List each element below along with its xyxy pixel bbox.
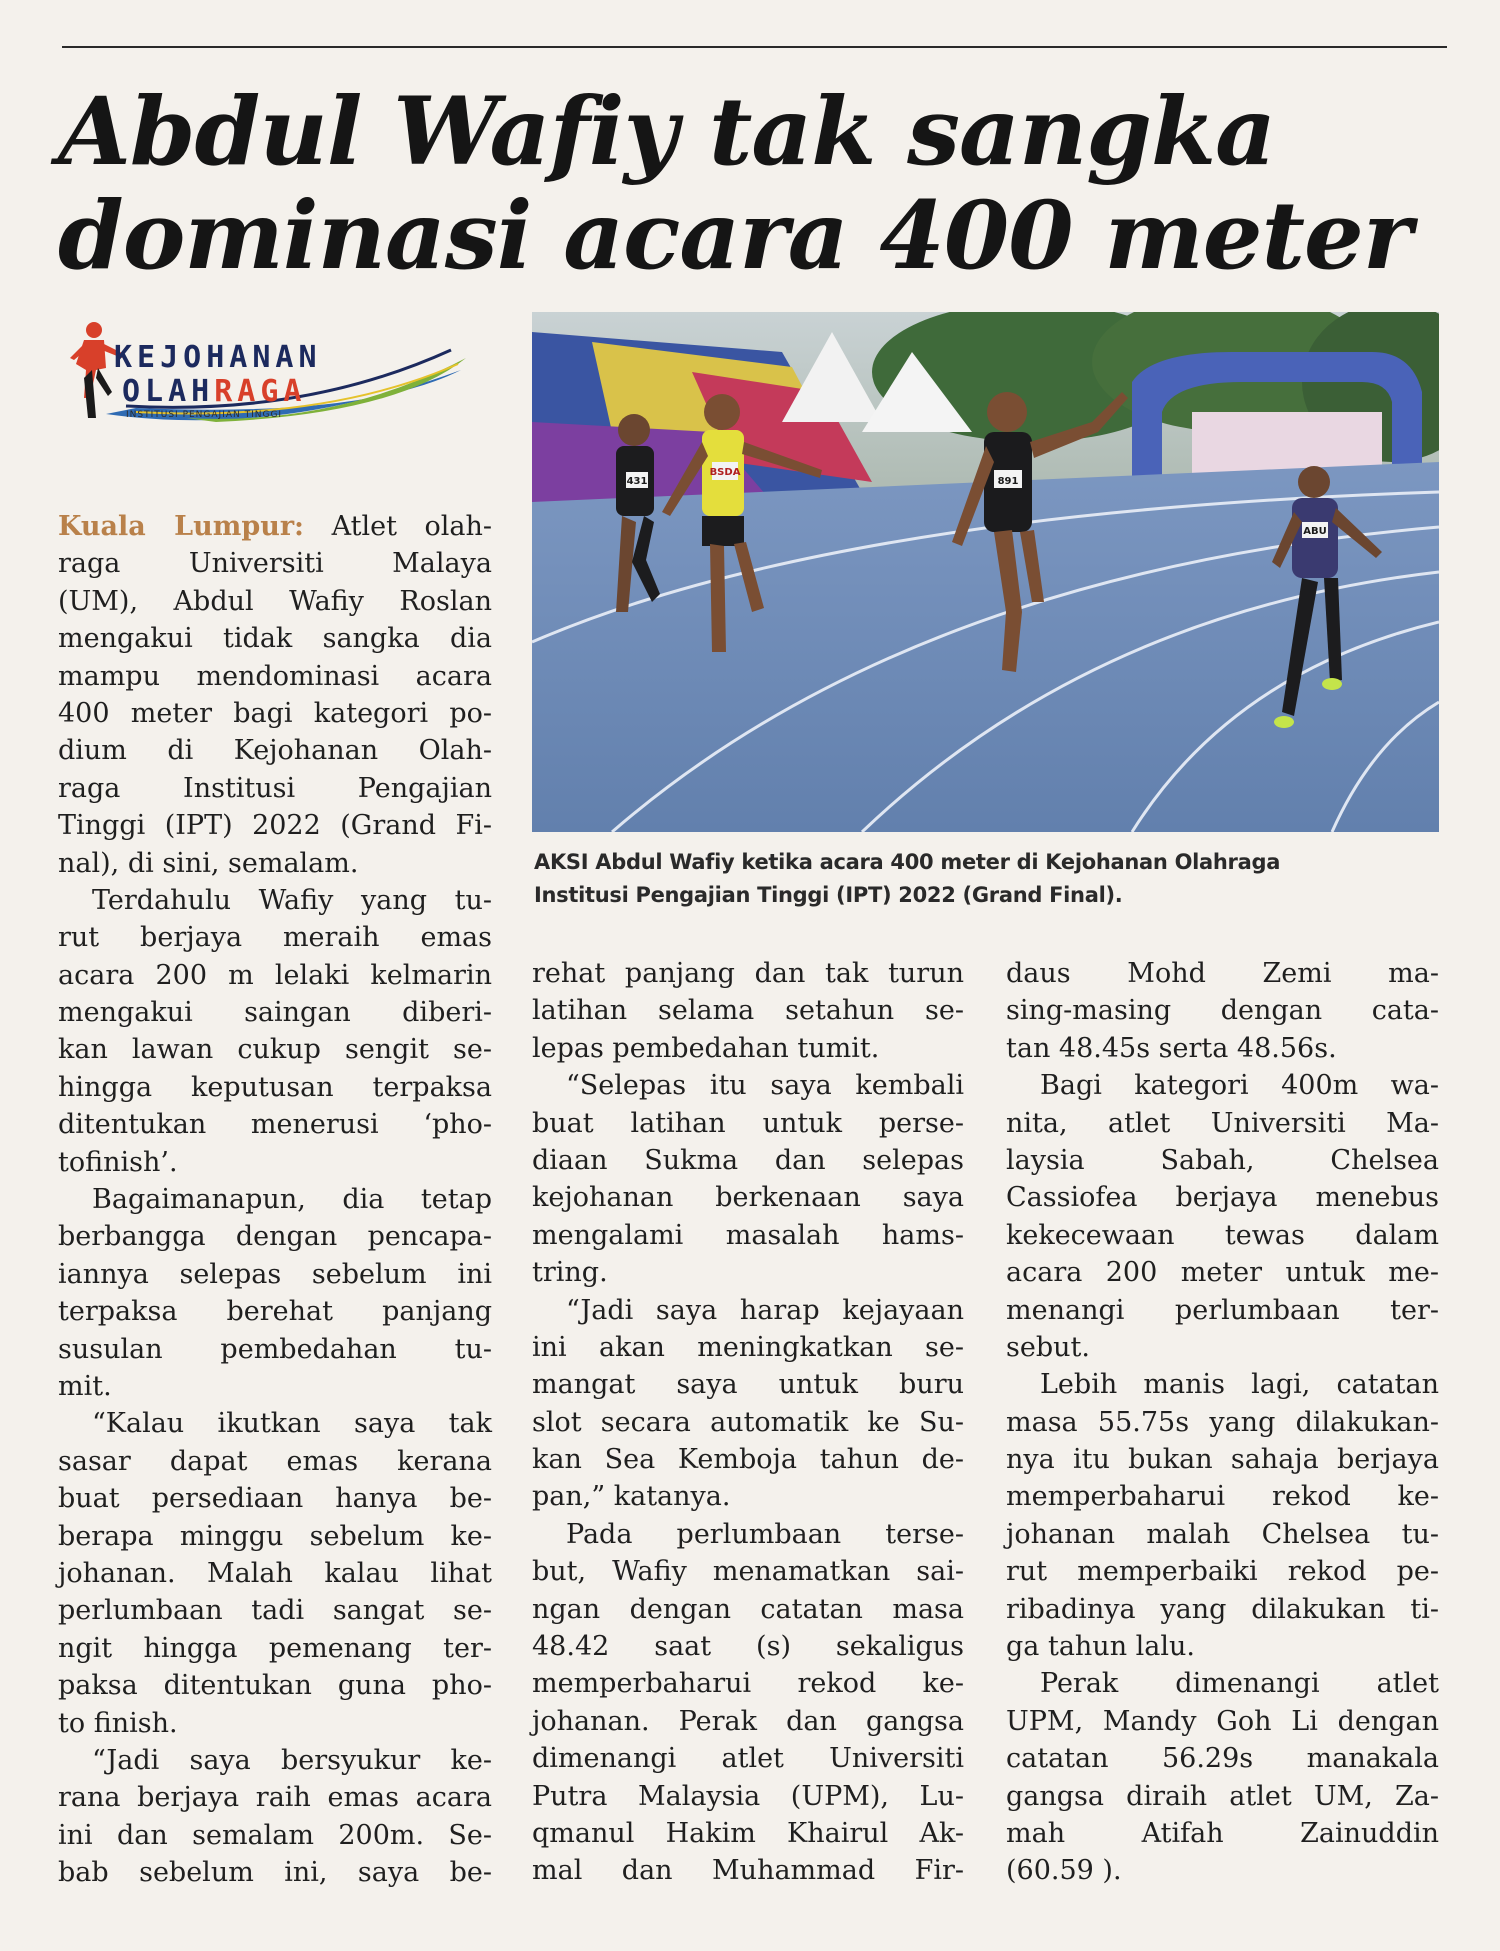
article-line: kekecewaan tewas dalam xyxy=(1006,1219,1439,1251)
event-logo xyxy=(66,318,496,430)
article-line: perlumbaan tadi sangat se- xyxy=(58,1595,492,1627)
race-photo xyxy=(532,312,1439,832)
article-line: terpaksa berehat panjang xyxy=(58,1296,492,1328)
article-line: susulan pembedahan tu- xyxy=(58,1333,492,1365)
article-line: sasar dapat emas kerana xyxy=(58,1445,492,1477)
article-line: lepas pembedahan tumit. xyxy=(532,1032,880,1064)
article-line: laysia Sabah, Chelsea xyxy=(1006,1144,1439,1176)
article-line: mengakui tidak sangka dia xyxy=(58,623,492,655)
article-line: mampu mendominasi acara xyxy=(58,660,492,692)
article-line: Cassiofea berjaya menebus xyxy=(1006,1182,1439,1214)
article-line: berapa minggu sebelum ke- xyxy=(58,1520,492,1552)
article-line: ngit hingga pemenang ter- xyxy=(58,1632,492,1664)
article-line: johanan. Perak dan gangsa xyxy=(532,1705,964,1737)
article-line: nal), di sini, semalam. xyxy=(58,847,359,879)
article-line xyxy=(58,508,492,545)
article-line: slot secara automatik ke Su- xyxy=(532,1406,964,1438)
logo-text-line-1: KEJOHANAN xyxy=(114,340,322,375)
article-line: 48.42 saat (s) sekaligus xyxy=(532,1631,964,1663)
article-line: UPM, Mandy Goh Li dengan xyxy=(1006,1705,1439,1737)
photo-caption xyxy=(534,846,1439,912)
article-line: paksa ditentukan guna pho- xyxy=(58,1670,492,1702)
article-line: (UM), Abdul Wafiy Roslan xyxy=(58,585,492,617)
bib-abu: ABU xyxy=(1303,526,1327,537)
article-line: tring. xyxy=(532,1257,608,1289)
caption-line-1: AKSI Abdul Wafiy ketika acara 400 meter di Kejohanan Olahraga xyxy=(534,850,1281,874)
article-line: buat latihan untuk perse- xyxy=(532,1107,964,1139)
article-line: tan 48.45s serta 48.56s. xyxy=(1006,1032,1337,1064)
article-line: 400 meter bagi kategori po- xyxy=(58,697,492,729)
article-line: mengalami masalah hams- xyxy=(532,1219,964,1251)
article-line: kejohanan berkenaan saya xyxy=(532,1182,964,1214)
article-line: Putra Malaysia (UPM), Lu- xyxy=(532,1780,964,1812)
article-line: mangat saya untuk buru xyxy=(532,1369,964,1401)
article-line: tofinish’. xyxy=(58,1146,178,1178)
bib-891: 891 xyxy=(997,476,1019,487)
article-line: raga Universiti Malaya xyxy=(58,548,492,580)
article-line: Pada perlumbaan terse- xyxy=(566,1518,964,1550)
article-line: Lebih manis lagi, catatan xyxy=(1040,1369,1439,1401)
article-line: catatan 56.29s manakala xyxy=(1006,1743,1439,1775)
article-line: mal dan Muhammad Fir- xyxy=(532,1855,964,1887)
headline xyxy=(58,77,1448,291)
article-column-1 xyxy=(58,508,492,1891)
article-line: latihan selama setahun se- xyxy=(532,995,964,1027)
article-line: hingga keputusan terpaksa xyxy=(58,1071,492,1103)
article-line: “Jadi saya bersyukur ke- xyxy=(92,1744,492,1776)
article-line: johanan. Malah kalau lihat xyxy=(58,1557,492,1589)
article-line: sing-masing dengan cata- xyxy=(1006,995,1439,1027)
article-line: masa 55.75s yang dilakukan- xyxy=(1006,1406,1439,1438)
bib-bsda: BSDA xyxy=(709,467,741,478)
article-line: johanan malah Chelsea tu- xyxy=(1006,1518,1439,1550)
article-line: kan Sea Kemboja tahun de- xyxy=(532,1444,964,1476)
article-line: mah Atifah Zainuddin xyxy=(1006,1817,1439,1849)
article-line: menangi perlumbaan ter- xyxy=(1006,1294,1439,1326)
article-line: rehat panjang dan tak turun xyxy=(532,958,964,989)
article-line: raga Institusi Pengajian xyxy=(58,772,492,804)
article-line: “Selepas itu saya kembali xyxy=(566,1070,964,1102)
race-photo-illustration xyxy=(532,312,1439,832)
article-line: dium di Kejohanan Olah- xyxy=(58,735,492,767)
article-line: diaan Sukma dan selepas xyxy=(532,1144,964,1176)
dateline: Kuala Lumpur: xyxy=(58,511,305,542)
article-line: qmanul Hakim Khairul Ak- xyxy=(532,1817,964,1849)
article-line: nita, atlet Universiti Ma- xyxy=(1006,1107,1439,1139)
article-line: “Kalau ikutkan saya tak xyxy=(92,1408,492,1440)
article-line: acara 200 m lelaki kelmarin xyxy=(58,959,492,991)
article-line: memperbaharui rekod ke- xyxy=(532,1668,964,1700)
logo-subtitle: INSTITUSI PENGAJIAN TINGGI xyxy=(126,410,283,420)
logo-text-olah: OLAH xyxy=(122,374,215,409)
article-text: Atlet olah- xyxy=(331,511,492,542)
logo-text-line-2 xyxy=(122,374,307,409)
article-line: buat persediaan hanya be- xyxy=(58,1483,492,1515)
article-line: daus Mohd Zemi ma- xyxy=(1006,958,1439,989)
article-line: ditentukan menerusi ‘pho- xyxy=(58,1109,492,1141)
article-line: to finish. xyxy=(58,1707,178,1739)
article-line: Perak dimenangi atlet xyxy=(1040,1668,1439,1700)
article-line: berbangga dengan pencapa- xyxy=(58,1221,492,1253)
article-line: nya itu bukan sahaja berjaya xyxy=(1006,1444,1439,1476)
article-line: rana berjaya raih emas acara xyxy=(58,1782,492,1814)
headline-line-2: dominasi acara 400 meter xyxy=(58,181,1412,291)
article-line: memperbaharui rekod ke- xyxy=(1006,1481,1439,1513)
article-line: mengakui saingan diberi- xyxy=(58,997,492,1029)
article-line: rut berjaya meraih emas xyxy=(58,922,492,954)
article-line: Bagi kategori 400m wa- xyxy=(1040,1070,1439,1102)
logo-text-raga: RAGA xyxy=(214,374,307,409)
article-line: gangsa diraih atlet UM, Za- xyxy=(1006,1780,1439,1812)
article-line: Bagaimanapun, dia tetap xyxy=(92,1184,492,1216)
article-line: bab sebelum ini, saya be- xyxy=(58,1857,492,1889)
article-line: “Jadi saya harap kejayaan xyxy=(566,1294,964,1326)
article-line: Tinggi (IPT) 2022 (Grand Fi- xyxy=(58,810,492,842)
article-line: kan lawan cukup sengit se- xyxy=(58,1034,492,1066)
article-line: (60.59 ). xyxy=(1006,1855,1122,1887)
caption-line-2: Institusi Pengajian Tinggi (IPT) 2022 (Grand Final). xyxy=(534,883,1123,907)
article-line: acara 200 meter untuk me- xyxy=(1006,1257,1439,1289)
article-line: mit. xyxy=(58,1370,112,1402)
headline-line-1: Abdul Wafiy tak sangka xyxy=(58,77,1276,187)
article-line: rut memperbaiki rekod pe- xyxy=(1006,1556,1439,1588)
article-line: ini dan semalam 200m. Se- xyxy=(58,1819,492,1851)
article-line: ini akan meningkatkan se- xyxy=(532,1331,964,1363)
article-line: dimenangi atlet Universiti xyxy=(532,1743,964,1775)
article-line: but, Wafiy menamatkan sai- xyxy=(532,1556,964,1588)
article-column-2 xyxy=(532,955,964,1890)
article-line: ngan dengan catatan masa xyxy=(532,1593,964,1625)
article-line: Terdahulu Wafiy yang tu- xyxy=(92,884,492,916)
article-line: pan,” katanya. xyxy=(532,1481,731,1513)
article-line: sebut. xyxy=(1006,1331,1090,1363)
article-column-3 xyxy=(1006,955,1439,1890)
article-line: iannya selepas sebelum ini xyxy=(58,1258,492,1290)
bib-431: 431 xyxy=(626,476,648,487)
article-line: ribadinya yang dilakukan ti- xyxy=(1006,1593,1439,1625)
article-line: ga tahun lalu. xyxy=(1006,1631,1195,1663)
top-rule xyxy=(62,46,1447,48)
